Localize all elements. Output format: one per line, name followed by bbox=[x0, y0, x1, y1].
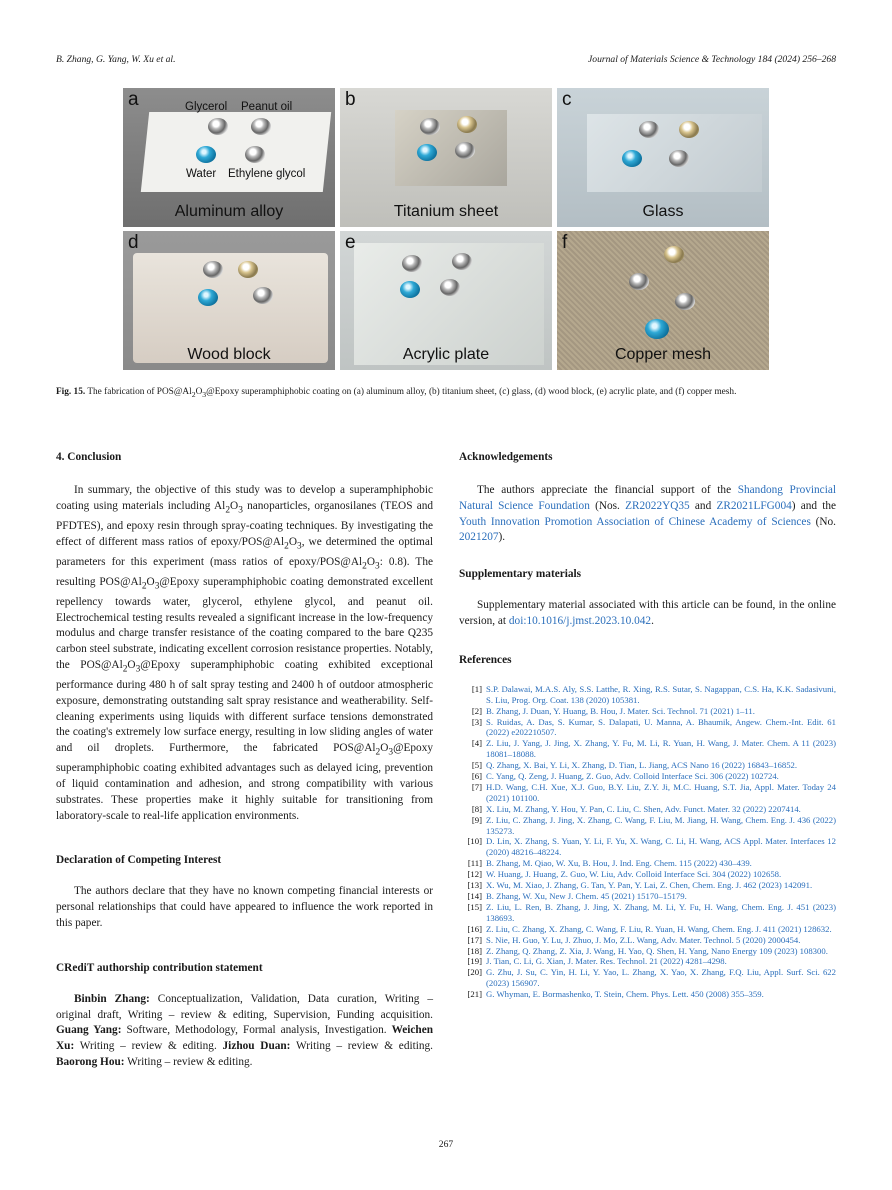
caption-text: @Epoxy superamphiphobic coating on (a) aluminum alloy, (b) titanium sheet, (c) glass, (d) wood block, (e) acrylic plate, and (f) copper mesh. bbox=[206, 387, 737, 397]
text: (Nos. bbox=[595, 499, 620, 512]
right-column bbox=[459, 451, 836, 1000]
droplet bbox=[400, 281, 420, 298]
text: : 0.8). The resulting POS@Al bbox=[56, 555, 433, 588]
panel-letter: b bbox=[345, 89, 356, 110]
liquid-label-peanut-oil: Peanut oil bbox=[241, 101, 293, 113]
reference-item bbox=[459, 967, 836, 989]
author-roles: Software, Methodology, Formal analysis, Investigation. bbox=[126, 1024, 387, 1037]
subscript: 2 bbox=[225, 505, 231, 516]
droplet bbox=[253, 287, 273, 304]
droplet bbox=[664, 246, 684, 263]
reference-item bbox=[459, 771, 836, 782]
ref-link[interactable]: G. Whyman, E. Bormashenko, T. Stein, Chem. Phys. Lett. 450 (2008) 355–359. bbox=[486, 989, 764, 1000]
ref-number: [18] bbox=[467, 945, 482, 956]
droplet bbox=[417, 144, 437, 161]
subscript: 3 bbox=[375, 560, 380, 571]
subscript: 3 bbox=[238, 505, 243, 516]
ref-link[interactable]: S. Ruidas, A. Das, S. Kumar, S. Dalapati, U. Manna, A. Bhaumik, Angew. Chem.-Int. Edit. 61 (2022) e202210507. bbox=[486, 716, 836, 738]
subscript: 3 bbox=[388, 747, 394, 758]
section-heading-credit: CRediT authorship contribution statement bbox=[56, 961, 263, 974]
reference-item bbox=[459, 902, 836, 924]
panel-letter: a bbox=[128, 89, 139, 110]
grant-link[interactable]: 2021207 bbox=[459, 531, 499, 544]
text: O bbox=[230, 499, 239, 512]
text: ) and the bbox=[791, 499, 837, 512]
reference-item bbox=[459, 706, 836, 717]
section-heading-competing-interest: Declaration of Competing Interest bbox=[56, 854, 222, 867]
ref-link[interactable]: H.D. Wang, C.H. Xue, X.J. Guo, B.Y. Liu, Z.Y. Ji, M.C. Huang, S.T. Jia, Appl. Mater. Today 24 (2021) 101100. bbox=[486, 781, 836, 803]
ref-number: [16] bbox=[467, 923, 482, 934]
acknowledgements-paragraph bbox=[459, 483, 836, 546]
panel-c bbox=[557, 88, 769, 227]
author-name: Binbin Zhang: bbox=[74, 992, 150, 1005]
droplet bbox=[208, 118, 228, 135]
section-heading-conclusion: 4. Conclusion bbox=[56, 451, 122, 463]
droplet bbox=[669, 150, 689, 167]
reference-item bbox=[459, 956, 836, 967]
ref-link[interactable]: Z. Liu, L. Ren, B. Zhang, J. Jing, X. Zhang, M. Li, Y. Fu, H. Wang, Chem. Eng. J. 451 (2023) 138693. bbox=[486, 901, 836, 923]
ref-link[interactable]: X. Wu, M. Xiao, J. Zhang, G. Tan, Y. Pan, Y. Lai, Z. Chen, Chem. Eng. J. 462 (2023) 142091. bbox=[486, 880, 813, 891]
reference-list bbox=[459, 684, 836, 1000]
text: O bbox=[127, 658, 136, 671]
ref-link[interactable]: B. Zhang, J. Duan, Y. Huang, B. Hou, J. Mater. Sci. Technol. 71 (2021) 1–11. bbox=[486, 705, 755, 716]
liquid-label-ethylene-glycol: Ethylene glycol bbox=[228, 168, 306, 180]
text: O bbox=[146, 575, 155, 588]
droplet bbox=[203, 261, 223, 278]
text: Supplementary material associated with this article can be found, in the online version, at bbox=[459, 599, 836, 627]
ref-number: [20] bbox=[467, 967, 482, 978]
text: (No. bbox=[815, 515, 836, 528]
panel-caption: Aluminum alloy bbox=[174, 203, 284, 220]
ref-number: [10] bbox=[467, 836, 482, 847]
ref-number: [8] bbox=[471, 803, 482, 814]
section-heading-acknowledgements: Acknowledgements bbox=[459, 451, 553, 463]
ref-link[interactable]: W. Huang, J. Huang, Z. Guo, W. Liu, Adv. Colloid Interface Sci. 304 (2022) 102658. bbox=[486, 869, 782, 880]
subscript: 2 bbox=[141, 580, 147, 591]
droplet bbox=[457, 116, 477, 133]
ref-link[interactable]: Z. Liu, J. Yang, J. Jing, X. Zhang, Y. Fu, M. Li, R. Yuan, H. Wang, J. Mater. Chem. A 11 (2023) 18081–18088. bbox=[486, 738, 836, 760]
page-number: 267 bbox=[438, 1139, 454, 1150]
ref-link[interactable]: Q. Zhang, X. Bai, Y. Li, X. Zhang, D. Tian, L. Jiang, ACS Nano 16 (2022) 16843–16852. bbox=[486, 760, 798, 771]
supplementary-paragraph bbox=[459, 598, 836, 630]
droplet bbox=[622, 150, 642, 167]
droplet bbox=[245, 146, 265, 163]
subscript: 3 bbox=[154, 580, 160, 591]
reference-item bbox=[459, 935, 836, 946]
conclusion-paragraph bbox=[56, 483, 433, 824]
subscript: 3 bbox=[135, 664, 141, 675]
text: @Epoxy superamphiphobic coating demonstrated excellent repellency towards water, glycerol, ethylene glycol, and peanut oil. Electrochemical testing results revealed a significant increase in the low-frequency modulus and charge transfer resistance of the coating compared to the bare Q235 carbon steel substrate, indicating excellent corrosion resistance properties. Notably, the POS@Al bbox=[56, 575, 433, 671]
droplet bbox=[629, 273, 649, 290]
caption-text: O bbox=[195, 387, 203, 397]
droplet bbox=[679, 121, 699, 138]
droplet bbox=[455, 142, 475, 159]
figure-caption bbox=[56, 386, 836, 401]
author-roles: Conceptualization, Validation, Data curation, Writing – original draft, Writing – review & editing, Supervision, Funding acquisition. bbox=[56, 992, 433, 1021]
author-name: Weichen Xu: bbox=[56, 1024, 434, 1053]
reference-item bbox=[459, 738, 836, 760]
reference-item bbox=[459, 880, 836, 891]
section-heading-supplementary: Supplementary materials bbox=[459, 568, 582, 581]
author-name: Guang Yang: bbox=[56, 1024, 122, 1037]
reference-item bbox=[459, 836, 836, 858]
subscript: 2 bbox=[284, 540, 289, 551]
ref-number: [2] bbox=[471, 705, 482, 716]
ref-link[interactable]: Z. Zhang, Q. Zhang, Z. Xia, J. Wang, H. Yao, Q. Shen, H. Yang, Nano Energy 109 (2023) 108300. bbox=[486, 945, 828, 956]
panel-caption: Wood block bbox=[187, 346, 271, 363]
subscript: 2 bbox=[191, 389, 196, 399]
droplet bbox=[420, 118, 440, 135]
liquid-label-glycerol: Glycerol bbox=[185, 101, 228, 113]
ref-number: [13] bbox=[467, 880, 482, 891]
ref-number: [4] bbox=[471, 738, 482, 749]
ref-number: [3] bbox=[471, 716, 482, 727]
text: O bbox=[366, 555, 376, 568]
ref-number: [9] bbox=[471, 814, 482, 825]
ref-number: [21] bbox=[467, 989, 482, 1000]
subscript: 2 bbox=[375, 747, 381, 758]
ref-link[interactable]: S.P. Dalawai, M.A.S. Aly, S.S. Latthe, R. Xing, R.S. Sutar, S. Nagappan, C.S. Ha, K.K. Sadasivuni, S. Liu, Prog. Org. Coat. 138 (2020) 105381. bbox=[486, 683, 836, 705]
ref-number: [5] bbox=[471, 760, 482, 771]
text: ). bbox=[498, 531, 506, 544]
ref-number: [14] bbox=[467, 891, 482, 901]
section-heading-references: References bbox=[459, 653, 512, 666]
panel-letter: d bbox=[128, 232, 139, 253]
panel-caption: Copper mesh bbox=[614, 346, 712, 363]
text: and bbox=[694, 499, 712, 512]
reference-item bbox=[459, 924, 836, 935]
ref-link[interactable]: C. Yang, Q. Zeng, J. Huang, Z. Guo, Adv. Colloid Interface Sci. 306 (2022) 102724. bbox=[486, 771, 779, 782]
panel-caption: Titanium sheet bbox=[393, 203, 499, 220]
text: @Epoxy superamphiphobic coating exhibited exceptional performance during 480 h of salt spray testing and 2400 h of outdoor atmospheric exposure, demonstrating outstanding salt spray resistance and weatherability. Self-cleaning experiments using liquids with different surface tensions demonstrated the coating's extremely low surface energy, resulting in low sliding angles of water and oil droplets. Furthermore, the fabricated POS@Al bbox=[56, 658, 433, 755]
author-name: Baorong Hou: bbox=[56, 1056, 125, 1069]
droplet bbox=[251, 118, 271, 135]
reference-item bbox=[459, 717, 836, 739]
funder-link[interactable]: Youth Innovation Promotion Association of Chinese Academy of Sciences bbox=[459, 515, 811, 528]
reference-item bbox=[459, 989, 836, 1000]
grant-link[interactable]: ZR2022YQ35 bbox=[625, 499, 690, 512]
panel-e bbox=[340, 231, 552, 370]
subscript: 2 bbox=[122, 664, 128, 675]
ref-link[interactable]: B. Zhang, W. Xu, New J. Chem. 45 (2021) 15170–15179. bbox=[486, 891, 687, 901]
droplet bbox=[452, 253, 472, 270]
reference-item bbox=[459, 760, 836, 771]
reference-item bbox=[459, 782, 836, 804]
text: The authors appreciate the financial support of the bbox=[477, 484, 732, 496]
ref-link[interactable]: X. Liu, M. Zhang, Y. Hou, Y. Pan, C. Liu, C. Shen, Adv. Funct. Mater. 32 (2022) 2207414. bbox=[486, 803, 801, 814]
droplet bbox=[402, 255, 422, 272]
text: nanoparticles, organosilanes (TEOS and PFDTES), and epoxy resin through spray-coating techniques. By investigating the effect of different mass ratios of epoxy/POS@Al bbox=[56, 499, 434, 548]
ref-number: [12] bbox=[467, 869, 482, 880]
text: O bbox=[288, 535, 297, 548]
liquid-label-water: Water bbox=[186, 168, 217, 180]
panel-d bbox=[123, 231, 335, 370]
panel-letter: f bbox=[562, 232, 568, 253]
ref-link[interactable]: B. Zhang, M. Qiao, W. Xu, B. Hou, J. Ind. Eng. Chem. 115 (2022) 430–439. bbox=[486, 858, 752, 869]
droplet bbox=[238, 261, 258, 278]
author-roles: Writing – review & editing. bbox=[79, 1040, 217, 1053]
ref-number: [6] bbox=[471, 771, 482, 782]
reference-item bbox=[459, 869, 836, 880]
substrate bbox=[141, 112, 331, 192]
author-roles: Writing – review & editing. bbox=[127, 1056, 253, 1069]
ref-number: [11] bbox=[467, 858, 482, 869]
grant-link[interactable]: ZR2021LFG004 bbox=[716, 499, 792, 512]
author-name: Jizhou Duan: bbox=[222, 1040, 291, 1053]
ref-number: [19] bbox=[467, 956, 482, 967]
reference-item bbox=[459, 684, 836, 706]
text: , we determined the optimal parameters for this experiment (mass ratios of epoxy/POS@Al bbox=[56, 535, 433, 568]
ref-number: [7] bbox=[471, 781, 482, 792]
ref-number: [1] bbox=[471, 683, 482, 694]
text: O bbox=[380, 742, 389, 755]
funder-link[interactable]: Shandong Provincial Natural Science Foundation bbox=[459, 484, 836, 512]
subscript: 3 bbox=[202, 389, 207, 399]
panel-b bbox=[340, 88, 552, 227]
ref-number: [15] bbox=[467, 901, 482, 912]
subscript: 3 bbox=[296, 540, 302, 551]
droplet bbox=[645, 319, 669, 339]
running-header-journal: Journal of Materials Science & Technology 184 (2024) 256–268 bbox=[588, 54, 836, 65]
panel-caption: Glass bbox=[642, 203, 684, 220]
doi-link[interactable]: doi:10.1016/j.jmst.2023.10.042 bbox=[508, 614, 652, 627]
caption-text: The fabrication of POS@Al bbox=[87, 387, 192, 397]
substrate bbox=[395, 110, 507, 186]
panel-letter: e bbox=[345, 232, 356, 253]
running-header-authors: B. Zhang, G. Yang, W. Xu et al. bbox=[56, 54, 176, 65]
text: . bbox=[651, 614, 654, 627]
ref-link[interactable]: Z. Liu, C. Zhang, J. Jing, X. Zhang, C. Wang, F. Liu, M. Jiang, H. Wang, Chem. Eng. J. 436 (2022) 135273. bbox=[486, 814, 836, 836]
ref-link[interactable]: J. Tian, C. Li, G. Xian, J. Mater. Res. Technol. 21 (2022) 4281–4298. bbox=[486, 956, 727, 967]
panel-a bbox=[123, 88, 335, 227]
droplet bbox=[440, 279, 460, 296]
droplet bbox=[675, 293, 695, 310]
left-column bbox=[56, 451, 433, 1071]
text: @Epoxy superamphiphobic coating exhibited advantages such as delayed icing, prevention of liquid contamination and adhesion, and strong compatibility with various substrates. These properties make it highly suitable for transitioning from laboratory-scale to real-life application environments. bbox=[56, 742, 433, 822]
ref-link[interactable]: Z. Liu, C. Zhang, X. Zhang, C. Wang, F. Liu, R. Yuan, H. Wang, Chem. Eng. J. 411 (2021) 128632. bbox=[486, 923, 832, 934]
credit-paragraph bbox=[56, 992, 433, 1071]
panel-f bbox=[557, 231, 769, 370]
reference-item bbox=[459, 858, 836, 869]
ref-number: [17] bbox=[467, 934, 482, 945]
subscript: 2 bbox=[362, 560, 367, 571]
author-roles: Writing – review & editing. bbox=[295, 1040, 434, 1053]
ref-link[interactable]: D. Lin, X. Zhang, S. Yuan, Y. Li, F. Yu, X. Wang, C. Li, H. Wang, ACS Appl. Mater. Interfaces 12 (2020) 48216–48224. bbox=[486, 836, 836, 858]
reference-item bbox=[459, 891, 836, 902]
reference-item bbox=[459, 804, 836, 815]
reference-item bbox=[459, 946, 836, 957]
droplet bbox=[196, 146, 216, 163]
figure-15 bbox=[123, 88, 769, 370]
droplet bbox=[198, 289, 218, 306]
reference-item bbox=[459, 815, 836, 837]
panel-letter: c bbox=[562, 89, 572, 110]
competing-interest-paragraph: The authors declare that they have no known competing financial interests or personal relationships that could have appeared to influence the work reported in this paper. bbox=[56, 885, 433, 930]
ref-link[interactable]: G. Zhu, J. Su, C. Yin, H. Li, Y. Yao, L. Zhang, X. Yao, X. Zhang, F.Q. Liu, Appl. Surf. Sci. 622 (2023) 156907. bbox=[486, 967, 836, 989]
droplet bbox=[639, 121, 659, 138]
panel-caption: Acrylic plate bbox=[402, 346, 490, 363]
ref-link[interactable]: S. Nie, H. Guo, Y. Lu, J. Zhuo, J. Mo, Z.L. Wang, Adv. Mater. Technol. 5 (2020) 2000454. bbox=[486, 934, 801, 945]
text: In summary, the objective of this study was to develop a superamphiphobic coating using materials including Al bbox=[56, 484, 433, 512]
figure-label: Fig. 15. bbox=[56, 387, 86, 397]
